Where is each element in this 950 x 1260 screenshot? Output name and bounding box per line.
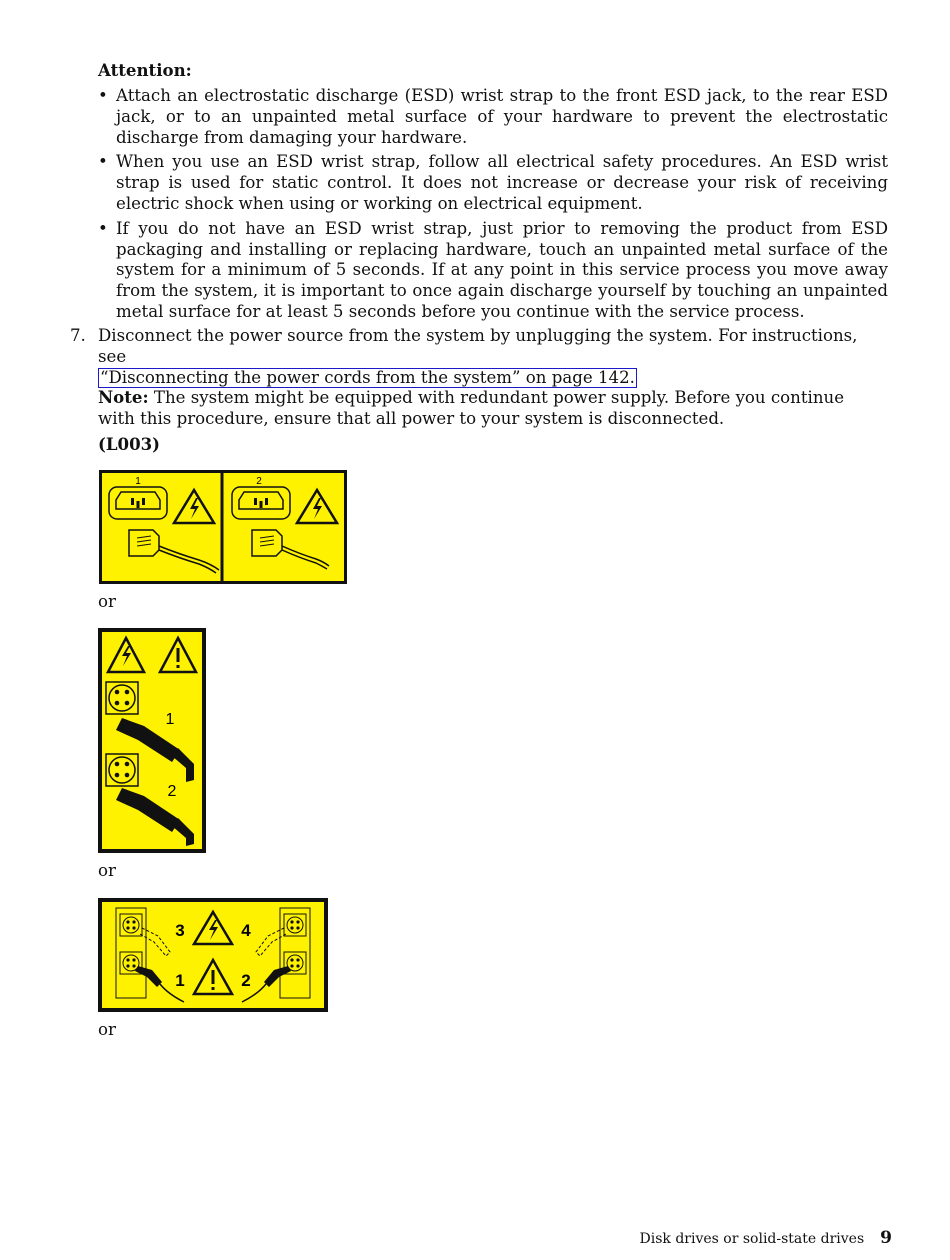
plug-number-2: 2 <box>241 971 251 990</box>
page-number: 9 <box>880 1228 892 1248</box>
note <box>98 387 878 430</box>
attention-item: • Attach an electrostatic discharge (ESD) wrist strap to the front ESD jack, to the rear ESD jack, or to an unpainted metal surface of your hardware to prevent the electrostatic discharge from damaging your hardware. <box>98 86 888 147</box>
bullet-icon: • <box>98 218 108 238</box>
note-text: The system might be equipped with redundant power supply. Before you continue with this procedure, ensure that all power to your system is disconnected. <box>98 388 845 428</box>
note-label: Note: <box>98 387 149 407</box>
or-text: or <box>98 1020 116 1039</box>
attention-list <box>98 86 888 327</box>
label-code: (L003) <box>98 434 161 454</box>
step-7 <box>70 326 880 388</box>
or-text: or <box>98 861 116 880</box>
bullet-icon: • <box>98 152 108 172</box>
or-text: or <box>98 592 116 611</box>
bullet-icon: • <box>98 86 108 105</box>
plug-number-1: 1 <box>175 971 185 990</box>
plug-number-1: 1 <box>165 711 175 728</box>
step-text: Disconnect the power source from the system by unplugging the system. For instructions, see <box>98 326 858 366</box>
plug-number-2: 2 <box>167 783 177 800</box>
power-cord-safety-label-1 <box>99 470 347 584</box>
page-footer <box>640 1228 893 1248</box>
plug-number-2: 2 <box>256 476 262 487</box>
power-cord-safety-label-2 <box>98 628 206 853</box>
plug-number-1: 1 <box>135 476 141 487</box>
attention-item: • If you do not have an ESD wrist strap, just prior to removing the product from ESD packaging and installing or replacing hardware, touch an unpainted metal surface of the system for a minimum of 5 seconds. If at any point in this service process you move away from the system, it is important to once again discharge yourself by touching an unpainted metal surface for at least 5 seconds before you continue with the service process. <box>98 218 888 321</box>
plug-number-4: 4 <box>241 921 251 940</box>
disconnect-power-cords-link[interactable]: “Disconnecting the power cords from the system” on page 142. <box>100 367 635 387</box>
footer-title: Disk drives or solid-state drives <box>639 1231 865 1247</box>
attention-item: • When you use an ESD wrist strap, follow all electrical safety procedures. An ESD wrist strap is used for static control. It does not increase or decrease your risk of receiving electric shock when using or working on electrical equipment. <box>98 152 888 213</box>
attention-label: Attention: <box>98 60 192 80</box>
power-cord-safety-label-3 <box>98 898 328 1012</box>
step-number: 7. <box>70 326 86 345</box>
plug-number-3: 3 <box>175 921 185 940</box>
